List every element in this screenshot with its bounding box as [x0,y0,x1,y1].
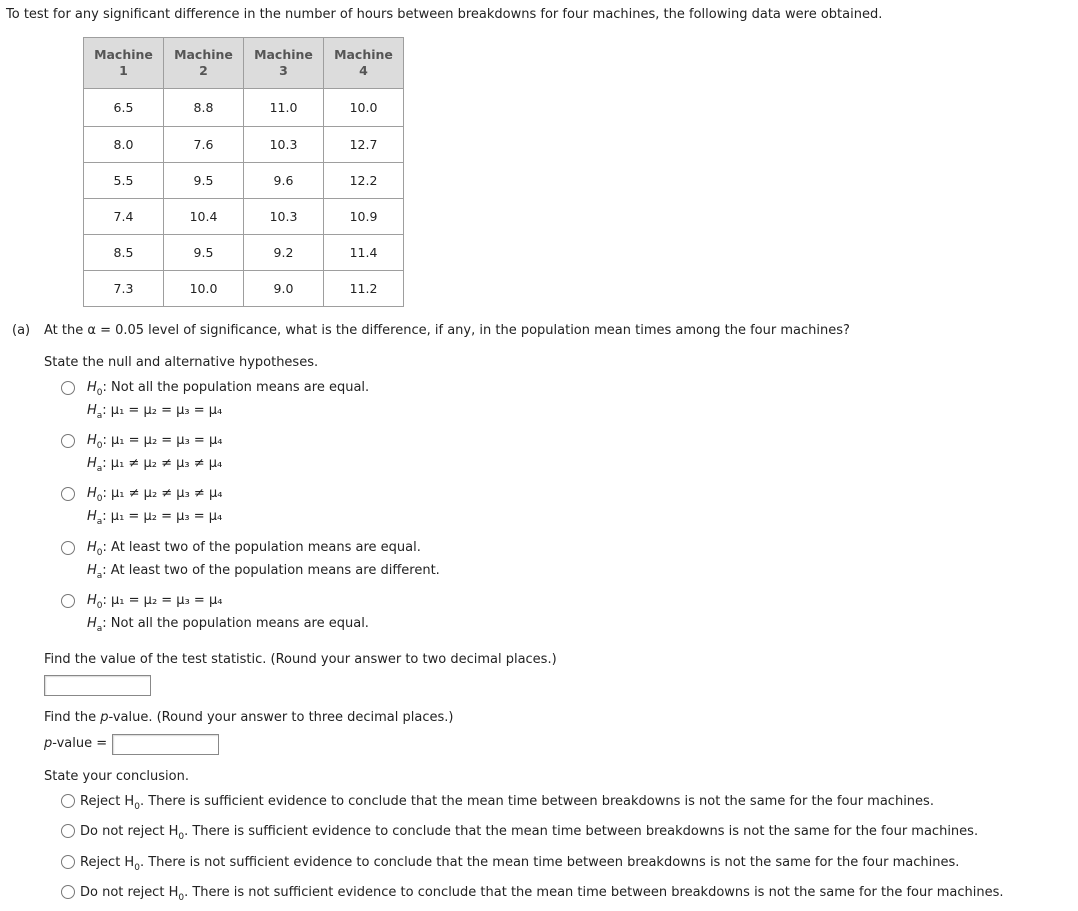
table-header-machine-1: Machine 1 [84,38,164,89]
hypothesis-option-4-ha[interactable]: $H_a$: At least two of the population means are different. [87,563,440,581]
table-cell: 8.0 [84,127,164,163]
part-a-question: At the α = 0.05 level of significance, what is the difference, if any, in the population mean times among the four machines? [44,323,850,338]
table-cell: 10.0 [164,271,244,307]
pvalue-input[interactable] [112,734,219,755]
table-cell: 10.9 [324,199,404,235]
table-header-row [84,38,404,89]
table-cell: 9.5 [164,235,244,271]
table-row [84,127,404,163]
table-cell: 9.2 [244,235,324,271]
hypothesis-option-3-ha[interactable]: $H_a$: μ₁ = μ₂ = μ₃ = μ₄ [87,509,223,527]
conclusion-prompt: State your conclusion. [44,769,189,784]
hypothesis-option-5-radio[interactable] [61,594,75,608]
table-cell: 9.0 [244,271,324,307]
machine-data-table [83,37,404,307]
conclusion-option-1-radio[interactable] [61,794,75,808]
hypothesis-option-1-h0[interactable]: $H_0$: Not all the population means are equal. [87,380,370,398]
table-cell: 7.4 [84,199,164,235]
table-cell: 8.8 [164,89,244,127]
table-row [84,235,404,271]
table-header-machine-3: Machine 3 [244,38,324,89]
table-cell: 10.4 [164,199,244,235]
hypotheses-prompt: State the null and alternative hypotheses. [44,355,319,370]
hypothesis-option-1-ha[interactable]: $H_a$: μ₁ = μ₂ = μ₃ = μ₄ [87,403,223,421]
hypothesis-option-5-h0[interactable]: $H_0$: μ₁ = μ₂ = μ₃ = μ₄ [87,593,223,611]
conclusion-option-2-radio[interactable] [61,824,75,838]
table-row [84,199,404,235]
conclusion-option-2-label[interactable]: Do not reject $H_0$. There is sufficient evidence to conclude that the mean time between breakdowns is not the same for the four machines. [80,824,979,842]
table-cell: 8.5 [84,235,164,271]
hypothesis-option-3-radio[interactable] [61,487,75,501]
hypothesis-option-2-radio[interactable] [61,434,75,448]
hypothesis-option-5-ha[interactable]: $H_a$: Not all the population means are equal. [87,616,369,634]
table-row [84,89,404,127]
hypothesis-option-4-radio[interactable] [61,541,75,555]
hypothesis-option-1-radio[interactable] [61,381,75,395]
table-cell: 11.4 [324,235,404,271]
table-header-machine-2: Machine 2 [164,38,244,89]
conclusion-option-1-label[interactable]: Reject $H_0$. There is sufficient evidence to conclude that the mean time between breakdowns is not the same for the four machines. [80,794,934,812]
hypothesis-option-2-ha[interactable]: $H_a$: μ₁ ≠ μ₂ ≠ μ₃ ≠ μ₄ [87,456,223,474]
table-cell: 7.6 [164,127,244,163]
conclusion-option-4-radio[interactable] [61,885,75,899]
part-a-label: (a) [12,323,31,338]
test-statistic-prompt: Find the value of the test statistic. (Round your answer to two decimal places.) [44,652,557,667]
pvalue-label: p-value = [44,736,108,751]
conclusion-option-3-radio[interactable] [61,855,75,869]
table-cell: 10.0 [324,89,404,127]
table-cell: 12.7 [324,127,404,163]
table-row [84,271,404,307]
table-cell: 10.3 [244,199,324,235]
table-cell: 7.3 [84,271,164,307]
table-cell: 9.6 [244,163,324,199]
table-cell: 5.5 [84,163,164,199]
table-header-machine-4: Machine 4 [324,38,404,89]
intro-text: To test for any significant difference in the number of hours between breakdowns for four machines, the following data were obtained. [6,7,883,22]
table-cell: 10.3 [244,127,324,163]
table-cell: 6.5 [84,89,164,127]
hypothesis-option-2-h0[interactable]: $H_0$: μ₁ = μ₂ = μ₃ = μ₄ [87,433,223,451]
table-cell: 11.2 [324,271,404,307]
conclusion-option-4-label[interactable]: Do not reject $H_0$. There is not sufficient evidence to conclude that the mean time between breakdowns is not the same for the four machines. [80,885,1004,903]
table-row [84,163,404,199]
table-cell: 9.5 [164,163,244,199]
test-statistic-input[interactable] [44,675,151,696]
table-cell: 11.0 [244,89,324,127]
conclusion-option-3-label[interactable]: Reject $H_0$. There is not sufficient evidence to conclude that the mean time between breakdowns is not the same for the four machines. [80,855,960,873]
hypothesis-option-3-h0[interactable]: $H_0$: μ₁ ≠ μ₂ ≠ μ₃ ≠ μ₄ [87,486,223,504]
hypothesis-option-4-h0[interactable]: $H_0$: At least two of the population means are equal. [87,540,421,558]
pvalue-prompt: Find the p-value. (Round your answer to three decimal places.) [44,710,454,725]
table-cell: 12.2 [324,163,404,199]
